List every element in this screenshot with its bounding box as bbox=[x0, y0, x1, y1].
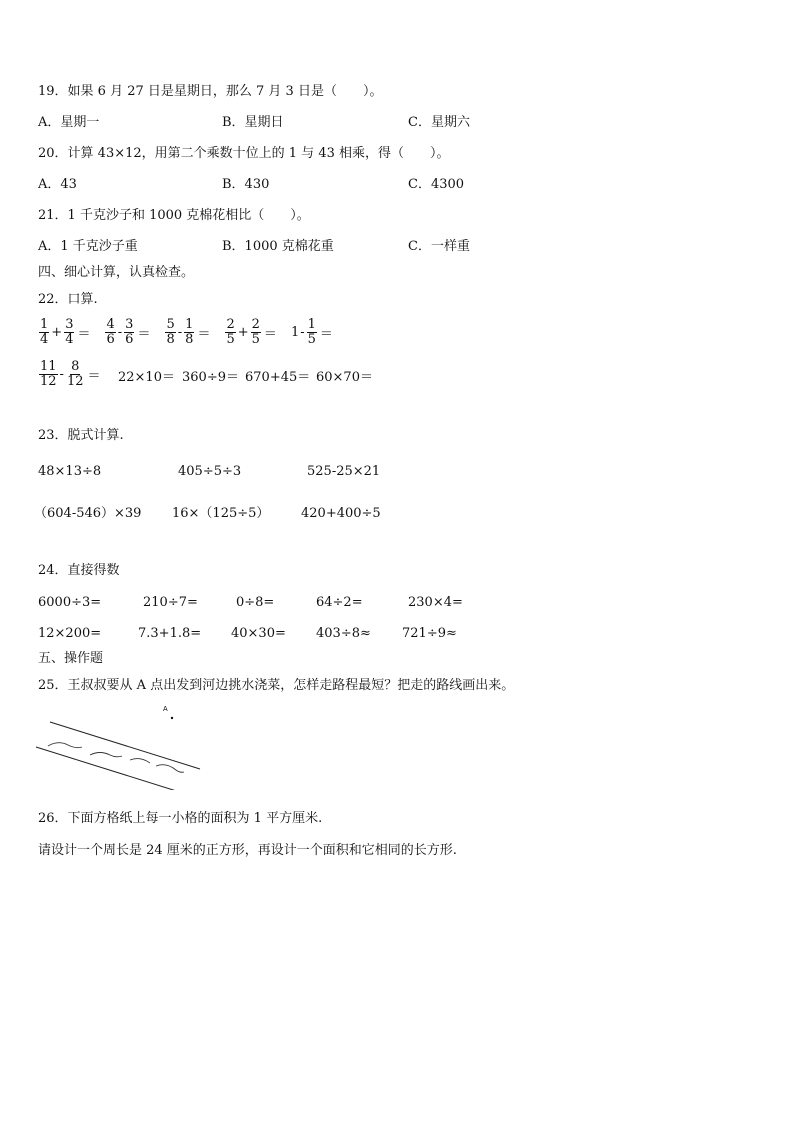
q19-option-c: C．星期六 bbox=[408, 115, 470, 130]
q20-option-c: C．4300 bbox=[408, 177, 465, 192]
river-figure bbox=[30, 700, 210, 790]
q22-expr-8: 360÷9＝ bbox=[182, 370, 239, 385]
fraction: $\frac{5}{8}$ bbox=[166, 317, 175, 347]
water-ripple bbox=[130, 759, 150, 763]
water-ripple bbox=[48, 743, 82, 748]
q23-expr-3: 525-25×21 bbox=[307, 464, 381, 479]
fraction: $\frac{2}{5}$ bbox=[226, 317, 235, 347]
fraction: $\frac{1}{4}$ bbox=[40, 317, 49, 347]
q20-option-b: B．430 bbox=[222, 177, 270, 192]
q23-expr-4: （604-546）×39 bbox=[34, 506, 142, 521]
q23-expr-6: 420+400÷5 bbox=[301, 506, 381, 521]
q22-fraction-row-1 bbox=[38, 318, 333, 347]
q21-option-b: B．1000 克棉花重 bbox=[222, 239, 334, 254]
q24-expr-6: 12×200= bbox=[38, 626, 102, 641]
q24-expr-5: 230×4= bbox=[408, 595, 463, 610]
q22-expr-5: 1 - $\frac{1}{5}$ ＝ bbox=[290, 317, 333, 347]
q24-expr-10: 721÷9≈ bbox=[402, 626, 457, 641]
q26-line-2: 请设计一个周长是 24 厘米的正方形，再设计一个面积和它相同的长方形. bbox=[38, 843, 457, 858]
water-ripple bbox=[90, 753, 122, 757]
q24-expr-8: 40×30= bbox=[231, 626, 286, 641]
q22-expr-9: 670+45＝ bbox=[245, 370, 311, 385]
q22-expr-6: $\frac{11}{12}$ - $\frac{8}{12}$ ＝ bbox=[40, 359, 101, 389]
q22-expr-1: $\frac{1}{4}$ + $\frac{3}{4}$ ＝ bbox=[40, 317, 91, 347]
river-bank-top bbox=[50, 722, 200, 769]
water-ripple bbox=[156, 765, 184, 773]
q21-stem: 21．1 千克沙子和 1000 克棉花相比（ ）。 bbox=[38, 208, 310, 223]
q24-expr-1: 6000÷3= bbox=[38, 595, 102, 610]
q24-expr-7: 7.3+1.8= bbox=[138, 626, 202, 641]
section-4-heading: 四、细心计算，认真检查。 bbox=[38, 265, 195, 280]
q23-stem: 23．脱式计算. bbox=[38, 428, 124, 443]
fraction: $\frac{11}{12}$ bbox=[40, 359, 57, 389]
fraction: $\frac{4}{6}$ bbox=[106, 317, 115, 347]
section-5-heading: 五、操作题 bbox=[38, 651, 104, 666]
fraction: $\frac{3}{4}$ bbox=[65, 317, 74, 347]
q23-expr-2: 405÷5÷3 bbox=[178, 464, 242, 479]
q21-option-a: A．1 千克沙子重 bbox=[38, 239, 138, 254]
point-a-label: A bbox=[163, 706, 168, 713]
q21-option-c: C．一样重 bbox=[408, 239, 470, 254]
fraction: $\frac{2}{5}$ bbox=[251, 317, 260, 347]
q24-expr-4: 64÷2= bbox=[316, 595, 363, 610]
q19-option-b: B．星期日 bbox=[222, 115, 284, 130]
river-bank-bottom bbox=[36, 747, 186, 790]
q20-stem: 20．计算 43×12，用第二个乘数十位上的 1 与 43 相乘，得（ ）。 bbox=[38, 146, 450, 161]
fraction: $\frac{1}{5}$ bbox=[307, 317, 316, 347]
fraction: $\frac{3}{6}$ bbox=[125, 317, 134, 347]
q22-expr-3: $\frac{5}{8}$ - $\frac{1}{8}$ ＝ bbox=[166, 317, 211, 347]
q22-expr-4: $\frac{2}{5}$ + $\frac{2}{5}$ ＝ bbox=[226, 317, 277, 347]
q22-stem: 22．口算. bbox=[38, 292, 98, 307]
q26-stem: 26．下面方格纸上每一小格的面积为 1 平方厘米. bbox=[38, 811, 323, 826]
point-a bbox=[171, 717, 173, 719]
q23-expr-5: 16×（125÷5） bbox=[172, 506, 270, 521]
q20-option-a: A．43 bbox=[38, 177, 77, 192]
q22-expr-10: 60×70＝ bbox=[316, 370, 373, 385]
q22-expr-7: 22×10＝ bbox=[118, 370, 175, 385]
q24-stem: 24．直接得数 bbox=[38, 563, 120, 578]
q19-option-a: A．星期一 bbox=[38, 115, 100, 130]
fraction: $\frac{8}{12}$ bbox=[66, 359, 84, 389]
q22-expr-2: $\frac{4}{6}$ - $\frac{3}{6}$ ＝ bbox=[106, 317, 151, 347]
q24-expr-3: 0÷8= bbox=[236, 595, 275, 610]
q23-expr-1: 48×13÷8 bbox=[38, 464, 102, 479]
q22-row-2 bbox=[38, 360, 101, 389]
q19-stem: 19．如果 6 月 27 日是星期日，那么 7 月 3 日是（ ）。 bbox=[38, 84, 383, 99]
q24-expr-9: 403÷8≈ bbox=[316, 626, 371, 641]
q25-stem: 25．王叔叔要从 A 点出发到河边挑水浇菜，怎样走路程最短？把走的路线画出来。 bbox=[38, 678, 515, 693]
fraction: $\frac{1}{8}$ bbox=[185, 317, 194, 347]
q24-expr-2: 210÷7= bbox=[143, 595, 198, 610]
